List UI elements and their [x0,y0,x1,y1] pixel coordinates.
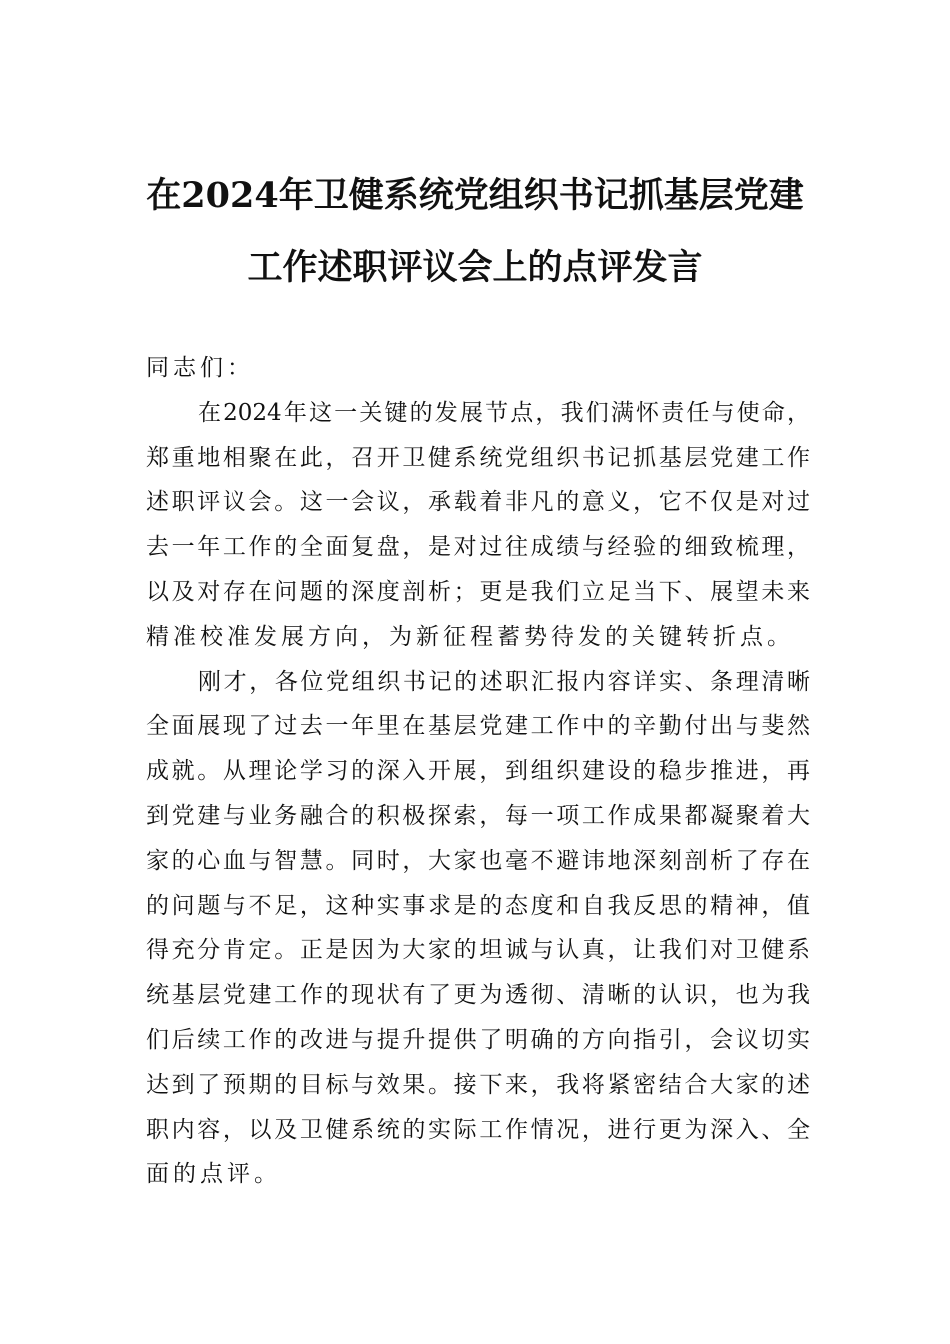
salutation: 同志们： [146,355,254,381]
paragraph-line: 达到了预期的目标与效果。接下来，我将紧密结合大家的述 [146,1071,810,1098]
paragraph-line: 刚才，各位党组织书记的述职汇报内容详实、条理清晰 [198,668,810,695]
paragraph-line: 去一年工作的全面复盘，是对过往成绩与经验的细致梳理， [146,534,810,561]
paragraph-2 [146,660,810,1198]
paragraph-line: 们后续工作的改进与提升提供了明确的方向指引，会议切实 [146,1026,810,1053]
paragraph-line: 精准校准发展方向，为新征程蓄势待发的关键转折点。 [146,623,794,650]
paragraph-line: 的问题与不足，这种实事求是的态度和自我反思的精神，值 [146,892,810,919]
paragraph-line: 到党建与业务融合的积极探索，每一项工作成果都凝聚着大 [146,802,810,829]
paragraph-line: 以及对存在问题的深度剖析；更是我们立足当下、展望未来 [146,578,810,605]
paragraph-line: 成就。从理论学习的深入开展，到组织建设的稳步推进，再 [146,758,810,785]
paragraph-line: 在2024年这一关键的发展节点，我们满怀责任与使命， [198,399,810,426]
paragraph-line: 面的点评。 [146,1161,281,1188]
paragraph-line: 家的心血与智慧。同时，大家也毫不避讳地深刻剖析了存在 [146,847,810,874]
paragraph-line: 得充分肯定。正是因为大家的坦诚与认真，让我们对卫健系 [146,937,810,964]
paragraph-line: 职内容，以及卫健系统的实际工作情况，进行更为深入、全 [146,1116,810,1143]
document-title-line-2: 工作述职评议会上的点评发言 [247,247,703,288]
paragraph-line: 郑重地相聚在此，召开卫健系统党组织书记抓基层党建工作 [146,444,810,471]
paragraph-1 [146,391,810,660]
paragraph-line: 述职评议会。这一会议，承载着非凡的意义，它不仅是对过 [146,489,810,516]
document-body [146,346,810,1197]
paragraph-line: 全面展现了过去一年里在基层党建工作中的辛勤付出与斐然 [146,713,810,740]
document-title-line-1: 在2024年卫健系统党组织书记抓基层党建 [146,175,804,216]
paragraph-line: 统基层党建工作的现状有了更为透彻、清晰的认识，也为我 [146,982,810,1009]
